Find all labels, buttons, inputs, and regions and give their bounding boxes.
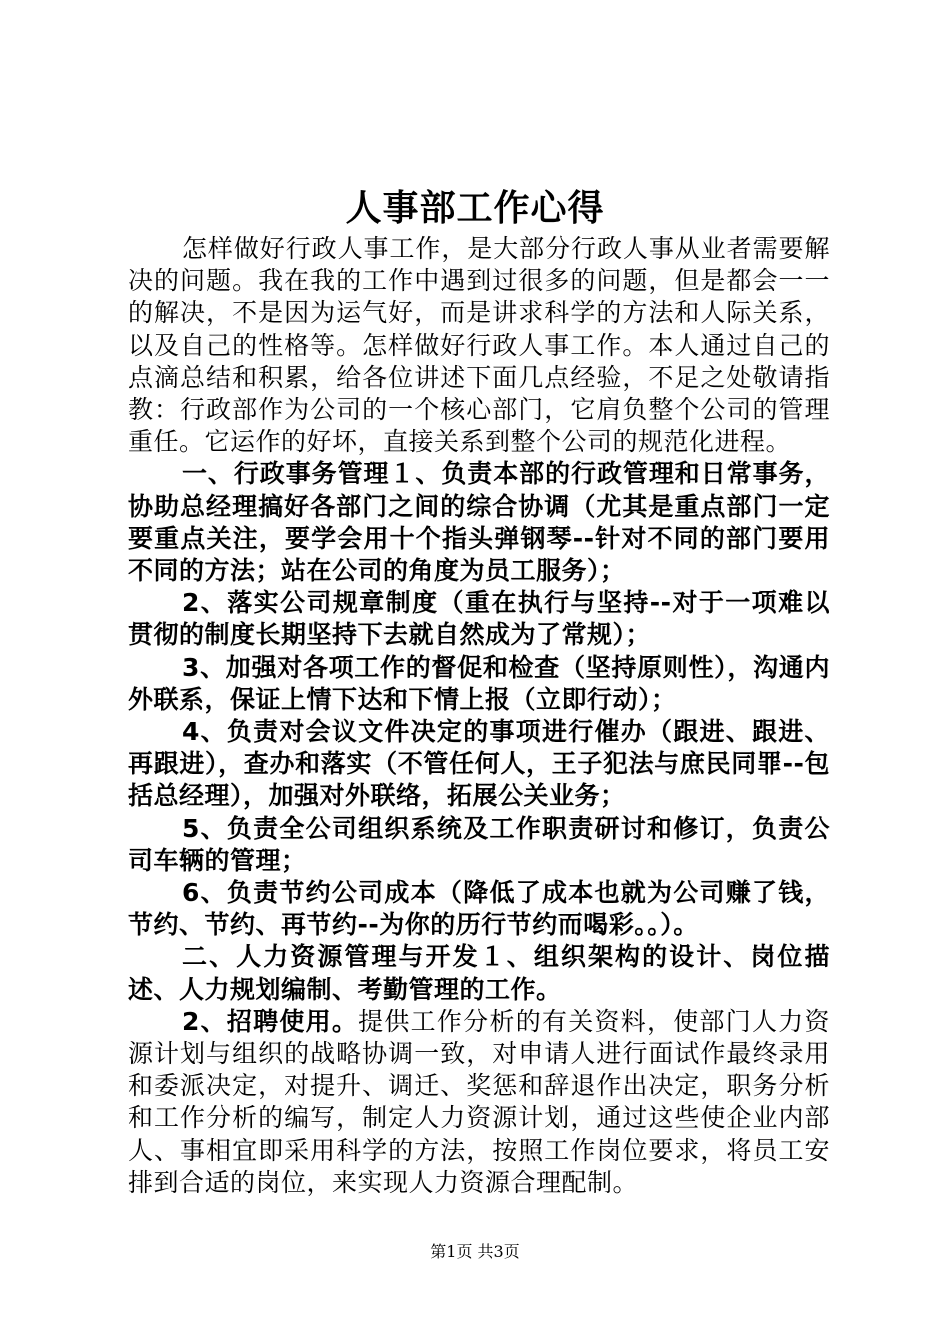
paragraph-hr-section: 二、人力资源管理与开发１、组织架构的设计、岗位描述、人力规划编制、考勤管理的工作。 (128, 942, 830, 1004)
paragraph-intro: 怎样做好行政人事工作，是大部分行政人事从业者需要解决的问题。我在我的工作中遇到过很多的问题，但是都会一一的解决，不是因为运气好，而是讲求科学的方法和人际关系，以及自己的性格等。怎样做好行政人事工作。本人通过自己的点滴总结和积累，给各位讲述下面几点经验，不足之处敬请指教：行政部作为公司的一个核心部门，它肩负整个公司的管理重任。它运作的好坏，直接关系到整个公司的规范化进程。 (128, 234, 830, 457)
paragraph-admin-item-3: 3、加强对各项工作的督促和检查（坚持原则性），沟通内外联系，保证上情下达和下情上报（立即行动）； (128, 652, 830, 714)
document-title: 人事部工作心得 (345, 187, 605, 229)
paragraph-admin-item-5: 5、负责全公司组织系统及工作职责研讨和修订，负责公司车辆的管理； (128, 813, 830, 875)
document-body (128, 233, 830, 1199)
paragraph-body-text: 提供工作分析的有关资料，使部门人力资源计划与组织的战略协调一致，对申请人进行面试作最终录用和委派决定，对提升、调迁、奖惩和辞退作出决定，职务分析和工作分析的编写，制定人力资源计划，通过这些使企业内部人、事相宜即采用科学的方法，按照工作岗位要求，将员工安排到合适的岗位，来实现人力资源合理配制。 (128, 1006, 830, 1197)
paragraph-admin-item-2: 2、落实公司规章制度（重在执行与坚持--对于一项难以贯彻的制度长期坚持下去就自然成为了常规）； (128, 588, 830, 650)
paragraph-admin-item-4: 4、负责对会议文件决定的事项进行催办（跟进、跟进、再跟进），查办和落实（不管任何人，王子犯法与庶民同罪--包括总经理），加强对外联络，拓展公关业务； (128, 717, 830, 811)
paragraph-admin-section: 一、行政事务管理１、负责本部的行政管理和日常事务，协助总经理搞好各部门之间的综合协调（尤其是重点部门一定要重点关注，要学会用十个指头弹钢琴--针对不同的部门要用不同的方法；站在公司的角度为员工服务）； (128, 459, 830, 586)
page-footer: 第1页 共3页 (430, 1242, 520, 1261)
paragraph-lead-text: 2、招聘使用。 (182, 1006, 359, 1036)
paragraph-admin-item-6: 6、负责节约公司成本（降低了成本也就为公司赚了钱，节约、节约、再节约--为你的历行节约而喝彩。。）。 (128, 878, 830, 940)
paragraph-hr-item-2 (128, 1006, 830, 1199)
